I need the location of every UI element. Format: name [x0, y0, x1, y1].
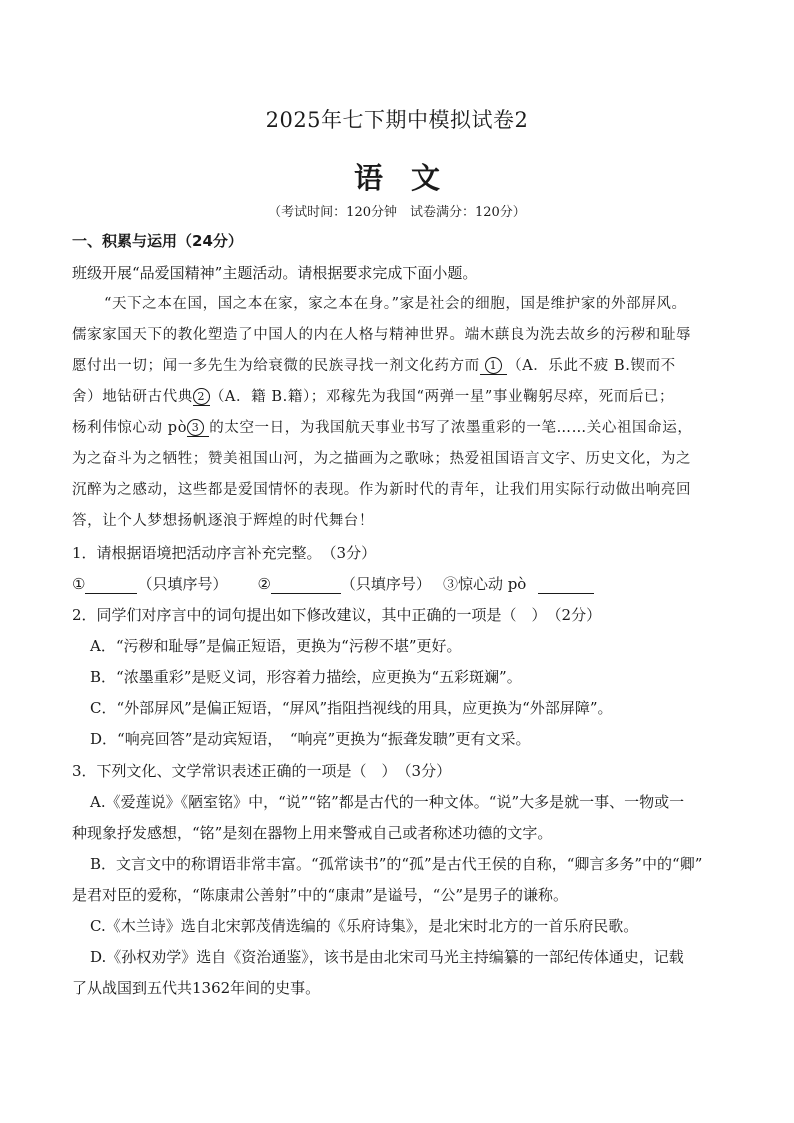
passage-line: [72, 354, 724, 375]
exam-title: 2025年七下期中模拟试卷2: [265, 108, 529, 132]
blank-marker: 3: [187, 419, 204, 436]
question-1-answers: [72, 573, 594, 594]
answer-2-mark: ②: [257, 575, 271, 593]
answer-3-label: ③惊心动 pò: [442, 575, 527, 593]
exam-info: （考试时间：120分钟 试卷满分：120分）: [268, 205, 526, 220]
question-3-option-a[interactable]: A.《爱莲说》《陋室铭》中，“说”“铭”都是古代的一种文体。“说”大多是就一事、一物或一: [90, 793, 685, 811]
question-3-stem: 3．下列文化、文学常识表述正确的一项是（ ） （3分）: [72, 762, 452, 780]
question-2-option-c[interactable]: C．“外部屏风”是偏正短语，“屏风”指阻挡视线的用具，应更换为“外部屏障”。: [90, 699, 613, 717]
answer-1-mark: ①: [72, 575, 86, 593]
passage-text: 杨利伟惊心动 pò: [72, 420, 188, 436]
answer-2-blank[interactable]: [271, 575, 341, 594]
passage-line: “天下之本在国，国之本在家，家之本在身。”家是社会的细胞，国是维护家的外部屏风。: [104, 296, 687, 312]
passage-line: [72, 416, 724, 437]
passage-line: 答，让个人梦想扬帆逐浪于辉煌的时代舞台！: [72, 513, 374, 529]
question-3-option-a-cont: 种现象抒发感想，“铭”是刻在器物上用来警戒自己或者称述功德的文字。: [72, 824, 553, 842]
question-1-stem: 1．请根据语境把活动序言补充完整。 （3分）: [72, 544, 377, 562]
passage-line: 沉醉为之感动，这些都是爱国情怀的表现。作为新时代的青年，让我们用实际行动做出响亮回: [72, 482, 692, 498]
answer-1-blank[interactable]: [85, 575, 137, 594]
passage-line: 儒家家国天下的教化塑造了中国人的内在人格与精神世界。端木蕻良为洗去故乡的污秽和耻辱: [72, 327, 692, 343]
question-2-option-b[interactable]: B．“浓墨重彩”是贬义词，形容着力描绘，应更换为“五彩斑斓”。: [90, 668, 522, 686]
passage-text: 愿付出一切；闻一多先生为给衰微的民族寻找一剂文化药方而: [72, 358, 480, 374]
activity-intro: 班级开展“品爱国精神”主题活动。请根据要求完成下面小题。: [72, 264, 478, 282]
passage-text: 的太空一日，为我国航天事业书写了浓墨重彩的一笔……关心祖国命运，: [209, 420, 693, 436]
answer-1-note: （只填序号）: [137, 575, 228, 593]
question-3-option-b-cont: 是君对臣的爱称，“陈康肃公善射”中的“康肃”是谥号，“公”是男子的谦称。: [72, 886, 569, 904]
blank-marker: 1: [485, 357, 502, 374]
question-2-option-a[interactable]: A．“污秽和耻辱”是偏正短语，更换为“污秽不堪”更好。: [90, 637, 462, 655]
passage-text: 舍）地钻研古代典: [72, 389, 193, 405]
question-3-option-c[interactable]: C.《木兰诗》选自北宋郭茂倩选编的《乐府诗集》，是北宋时北方的一首乐府民歌。: [90, 917, 639, 935]
passage-line: [72, 385, 724, 406]
question-3-option-b[interactable]: B．文言文中的称谓语非常丰富。“孤常读书”的“孤”是古代王侯的自称，“卿言多务”中的“卿”: [90, 855, 703, 873]
blank-marker: 2: [193, 388, 210, 405]
passage-line: 为之奋斗为之牺牲；赞美祖国山河，为之描画为之歌咏；热爱祖国语言文字、历史文化，为之: [72, 451, 692, 467]
subject-heading: 语文: [353, 161, 468, 195]
blank-2[interactable]: [193, 388, 210, 406]
passage-text: （A．乐此不疲 B.锲而不: [507, 358, 676, 374]
blank-1[interactable]: [480, 357, 507, 375]
question-3-option-d-cont: 了从战国到五代共1362年间的史事。: [72, 979, 321, 997]
answer-2-note: （只填序号）: [340, 575, 431, 593]
question-3-option-d[interactable]: D.《孙权劝学》选自《资治通鉴》，该书是由北宋司马光主持编纂的一部纪传体通史，记载: [90, 948, 684, 966]
question-2-stem: 2．同学们对序言中的词句提出如下修改建议，其中正确的一项是（ ） （2分）: [72, 606, 602, 624]
blank-3[interactable]: [187, 419, 209, 437]
answer-3-blank[interactable]: [538, 575, 594, 594]
passage-text: （A．籍 B.籍）；邓稼先为我国“两弹一星”事业鞠躬尽瘁，死而后已；: [209, 389, 675, 405]
question-2-option-d[interactable]: D．“响亮回答”是动宾短语， “响亮”更换为“振聋发聩”更有文采。: [90, 730, 531, 748]
section-heading: 一、积累与运用（24分）: [72, 232, 243, 250]
